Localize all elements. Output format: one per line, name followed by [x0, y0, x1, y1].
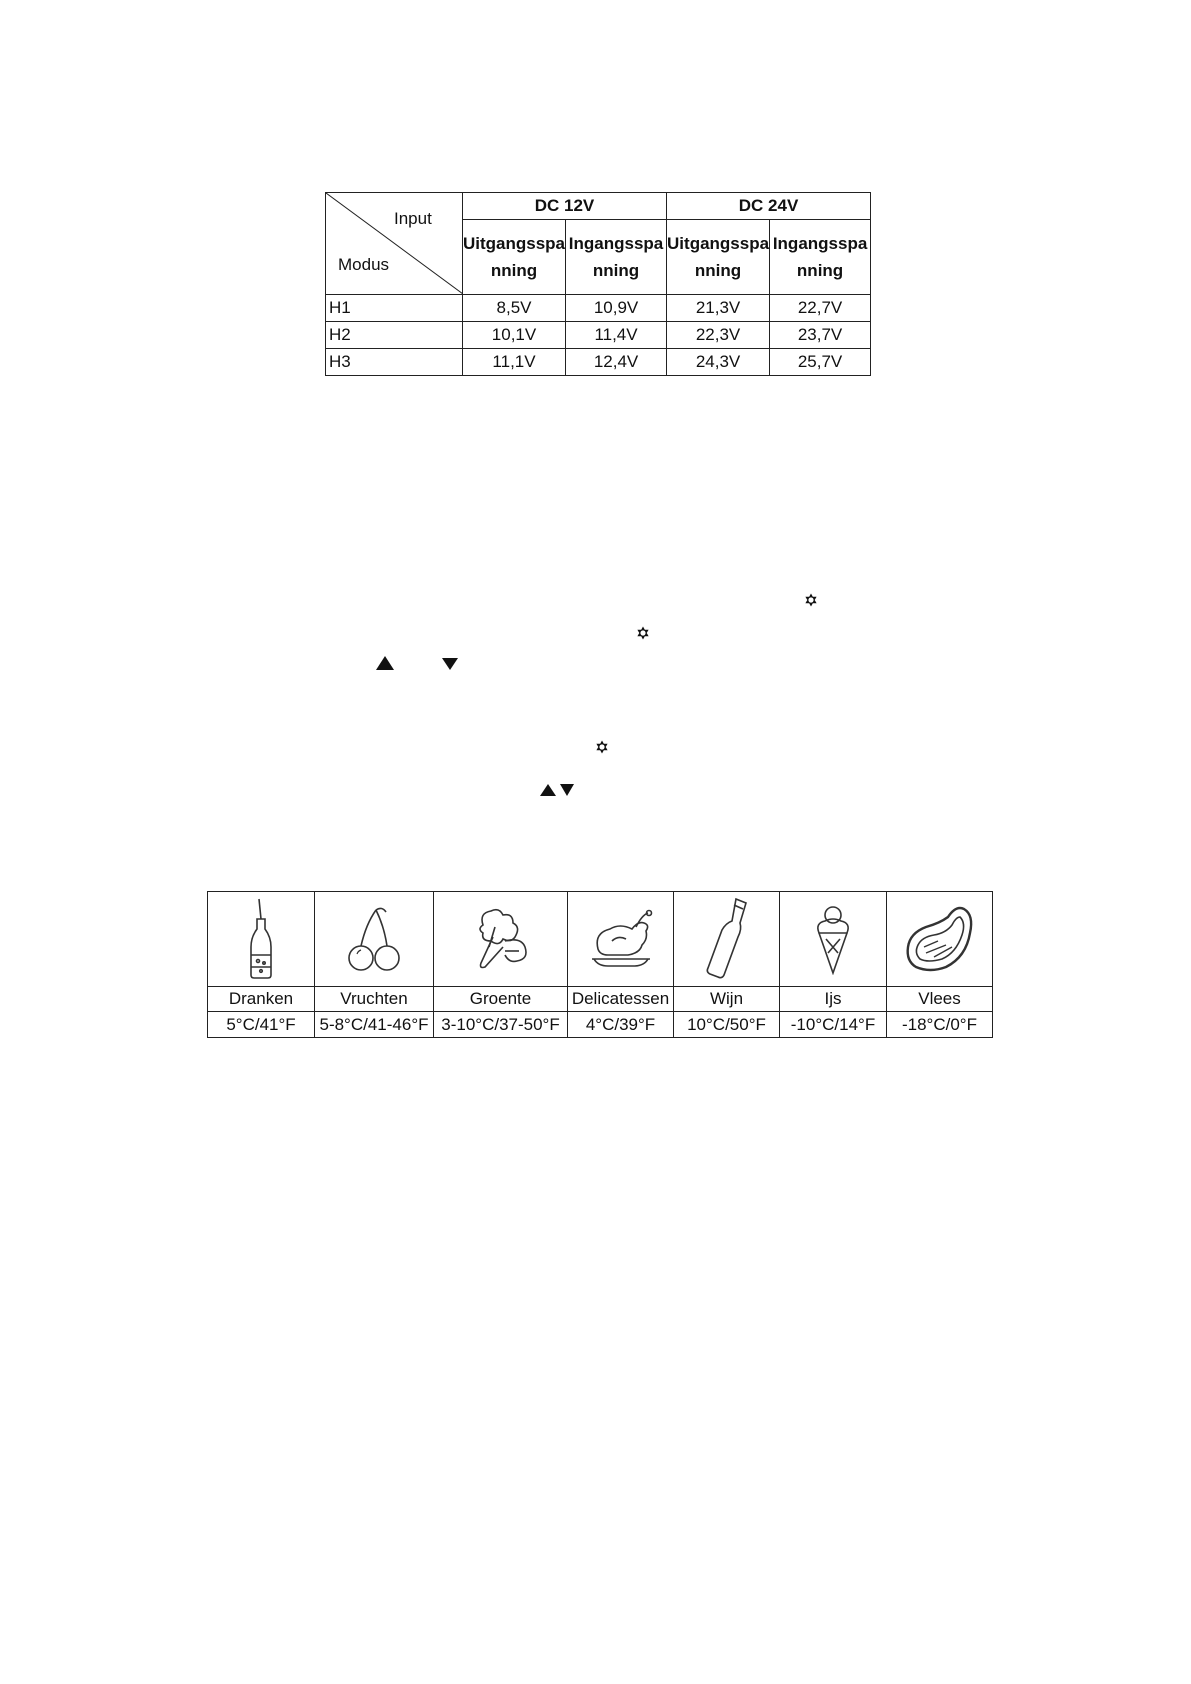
- roast-chicken-icon: [588, 909, 654, 969]
- triangle-down-icon: [442, 658, 458, 670]
- subheader-line: nning: [592, 261, 640, 280]
- mode-cell: H2: [326, 322, 463, 349]
- voltage-table: [325, 192, 871, 376]
- value-cell: 11,1V: [463, 349, 566, 376]
- triangle-up-icon: [540, 784, 556, 796]
- icon-cell: [434, 892, 568, 987]
- food-name-cell: Vlees: [887, 987, 993, 1012]
- subheader-line: Uitgangsspa: [463, 234, 566, 253]
- subheader-line: Ingangsspa: [772, 234, 868, 253]
- bottle-icon: [241, 897, 281, 981]
- temperature-row: [208, 1012, 993, 1038]
- subheader-line: Ingangsspa: [568, 234, 664, 253]
- table-row: [326, 295, 871, 322]
- settings-icon: [636, 626, 650, 640]
- corner-input-label: Input: [394, 209, 432, 228]
- value-cell: 25,7V: [770, 349, 871, 376]
- group-header-dc24: DC 24V: [667, 193, 871, 220]
- subheader-input-24v: [770, 220, 871, 295]
- value-cell: 22,7V: [770, 295, 871, 322]
- icon-cell: [780, 892, 887, 987]
- value-cell: 11,4V: [566, 322, 667, 349]
- value-cell: 22,3V: [667, 322, 770, 349]
- subheader-line: nning: [796, 261, 844, 280]
- table-row: [326, 349, 871, 376]
- food-temp-cell: -10°C/14°F: [780, 1012, 887, 1038]
- settings-icon: [595, 740, 609, 754]
- icon-row: [208, 892, 993, 987]
- subheader-line: nning: [694, 261, 742, 280]
- steak-icon: [904, 903, 976, 975]
- icon-cell: [315, 892, 434, 987]
- food-temperature-table: [207, 891, 993, 1038]
- ice-cream-icon: [813, 903, 853, 975]
- corner-header-cell: [326, 193, 463, 295]
- settings-icon: [804, 593, 818, 607]
- subheader-input-12v: [566, 220, 667, 295]
- icon-cell: [674, 892, 780, 987]
- mode-cell: H1: [326, 295, 463, 322]
- subheader-output-24v: [667, 220, 770, 295]
- icon-cell: [208, 892, 315, 987]
- subheader-line: Uitgangsspa: [667, 234, 770, 253]
- triangle-down-icon: [560, 784, 574, 796]
- group-header-dc12: DC 12V: [463, 193, 667, 220]
- subheader-line: nning: [490, 261, 538, 280]
- value-cell: 10,9V: [566, 295, 667, 322]
- food-temp-cell: 5°C/41°F: [208, 1012, 315, 1038]
- food-temp-cell: 3-10°C/37-50°F: [434, 1012, 568, 1038]
- cherry-icon: [346, 904, 402, 974]
- food-temp-cell: -18°C/0°F: [887, 1012, 993, 1038]
- name-row: [208, 987, 993, 1012]
- food-name-cell: Groente: [434, 987, 568, 1012]
- value-cell: 21,3V: [667, 295, 770, 322]
- corner-modus-label: Modus: [338, 255, 390, 274]
- value-cell: 24,3V: [667, 349, 770, 376]
- value-cell: 12,4V: [566, 349, 667, 376]
- mode-cell: H3: [326, 349, 463, 376]
- subheader-output-12v: [463, 220, 566, 295]
- wine-bottle-icon: [702, 897, 752, 981]
- table-row: [326, 322, 871, 349]
- food-temp-cell: 10°C/50°F: [674, 1012, 780, 1038]
- food-name-cell: Wijn: [674, 987, 780, 1012]
- value-cell: 10,1V: [463, 322, 566, 349]
- triangle-up-icon: [376, 656, 394, 670]
- value-cell: 8,5V: [463, 295, 566, 322]
- icon-cell: [887, 892, 993, 987]
- food-temp-cell: 4°C/39°F: [568, 1012, 674, 1038]
- food-name-cell: Dranken: [208, 987, 315, 1012]
- food-name-cell: Vruchten: [315, 987, 434, 1012]
- vegetable-icon: [469, 907, 533, 971]
- food-temp-cell: 5-8°C/41-46°F: [315, 1012, 434, 1038]
- icon-cell: [568, 892, 674, 987]
- food-name-cell: Ijs: [780, 987, 887, 1012]
- value-cell: 23,7V: [770, 322, 871, 349]
- food-name-cell: Delicatessen: [568, 987, 674, 1012]
